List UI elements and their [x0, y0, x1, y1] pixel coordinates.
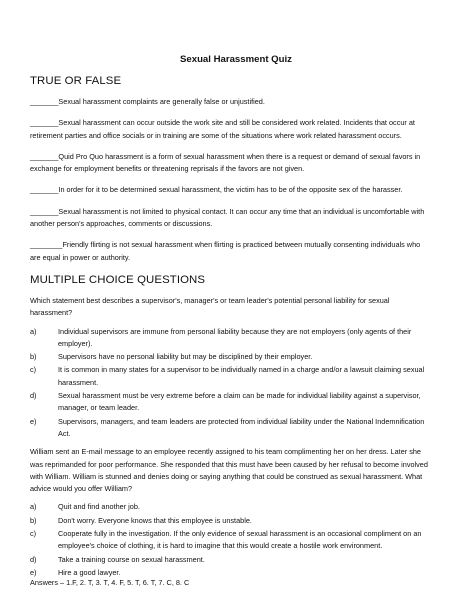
multiple-choice-heading: MULTIPLE CHOICE QUESTIONS [30, 273, 206, 286]
question-2-options [30, 501, 428, 579]
answer-blank[interactable]: _______ [30, 118, 59, 128]
question-1-options [30, 326, 428, 441]
option-text: Supervisors, managers, and team leaders are protected from individual liability under the National Indemnification Act. [58, 416, 425, 438]
option-item[interactable] [30, 326, 428, 351]
true-false-item-3 [30, 151, 428, 176]
true-false-item-5 [30, 206, 428, 231]
page-title: Sexual Harassment Quiz [180, 54, 292, 65]
true-false-item-2 [30, 117, 428, 142]
option-item[interactable] [30, 515, 428, 527]
answer-blank[interactable]: _______ [30, 206, 59, 216]
option-text: Take a training course on sexual harassment. [58, 554, 205, 564]
option-letter: c) [30, 365, 37, 375]
option-letter: b) [30, 515, 37, 525]
option-item[interactable] [30, 528, 428, 553]
option-text: Cooperate fully in the investigation. If the only evidence of sexual harassment is an occasional compliment on an employee's choice of clothing, it is hard to imagine that this would create a hostile work environment. [58, 529, 422, 551]
option-item[interactable] [30, 364, 428, 389]
option-text: Hire a good lawyer. [58, 567, 121, 577]
option-letter: d) [30, 391, 37, 401]
option-letter: d) [30, 554, 37, 564]
answer-blank[interactable]: _______ [30, 151, 59, 161]
option-letter: b) [30, 352, 37, 362]
option-letter: e) [30, 416, 37, 426]
true-false-item-6 [30, 239, 428, 264]
true-false-item-text: Friendly flirting is not sexual harassment when flirting is practiced between mutually consenting individuals who are equal in power or authority. [30, 240, 421, 262]
option-text: Individual supervisors are immune from personal liability because they are not employers (only agents of their employer). [58, 326, 412, 348]
answer-key: Answers – 1.F, 2. T, 3. T, 4. F, 5. T, 6. T, 7. C, 8. C [30, 578, 190, 587]
option-item[interactable] [30, 351, 428, 363]
option-item[interactable] [30, 554, 428, 566]
true-false-item-text: In order for it to be determined sexual harassment, the victim has to be of the opposite sex of the harasser. [58, 185, 403, 195]
option-item[interactable] [30, 390, 428, 415]
option-letter: a) [30, 326, 37, 336]
option-text: Sexual harassment must be very extreme before a claim can be made for individual liability against a supervisor, manager, or team leader. [58, 391, 421, 413]
answer-blank[interactable]: _______ [30, 97, 59, 106]
option-text: Quit and find another job. [58, 502, 140, 512]
option-letter: e) [30, 567, 37, 577]
option-text: Don't worry. Everyone knows that this employee is unstable. [58, 515, 252, 525]
true-false-item-text: Sexual harassment complaints are generally false or unjustified. [58, 97, 265, 106]
true-false-item-1 [30, 96, 428, 108]
option-item[interactable] [30, 416, 428, 441]
true-false-heading: TRUE OR FALSE [30, 75, 122, 87]
option-letter: a) [30, 502, 37, 512]
answer-blank[interactable]: ________ [30, 240, 63, 250]
question-1-text: Which statement best describes a supervisor's, manager's or team leader's potential personal liability for sexual harassment? [30, 295, 390, 318]
true-false-item-4 [30, 184, 428, 196]
true-false-item-text: Quid Pro Quo harassment is a form of sexual harassment when there is a request or demand of sexual favors in exchange for employment benefits or threatening reprisals if the favors are not given. [30, 151, 421, 174]
true-false-item-text: Sexual harassment is not limited to physical contact. It can occur any time that an individual is uncomfortable with another person's approaches, comments or discussions. [30, 206, 425, 229]
option-text: It is common in many states for a supervisor to be individually named in a charge and/or a lawsuit claiming sexual harassment. [58, 365, 425, 387]
question-2-text: William sent an E-mail message to an employee recently assigned to his team complimenting her on her dress. Later she was reprimanded for poor performance. She responded that this must have been caused by her refusal to become involved with William. William is stunned and denies doing or saying anything that could be construed as sexual harassment. What advice would you offer William? [30, 447, 428, 494]
option-item[interactable] [30, 501, 428, 513]
option-text: Supervisors have no personal liability but may be disciplined by their employer. [58, 352, 313, 362]
true-false-item-text: Sexual harassment can occur outside the work site and still be considered work related. Incidents that occur at retirement parties and office socials or in training are some of the situations where work related harassment occurs. [30, 118, 415, 140]
answer-blank[interactable]: _______ [30, 185, 59, 195]
option-letter: c) [30, 529, 37, 539]
